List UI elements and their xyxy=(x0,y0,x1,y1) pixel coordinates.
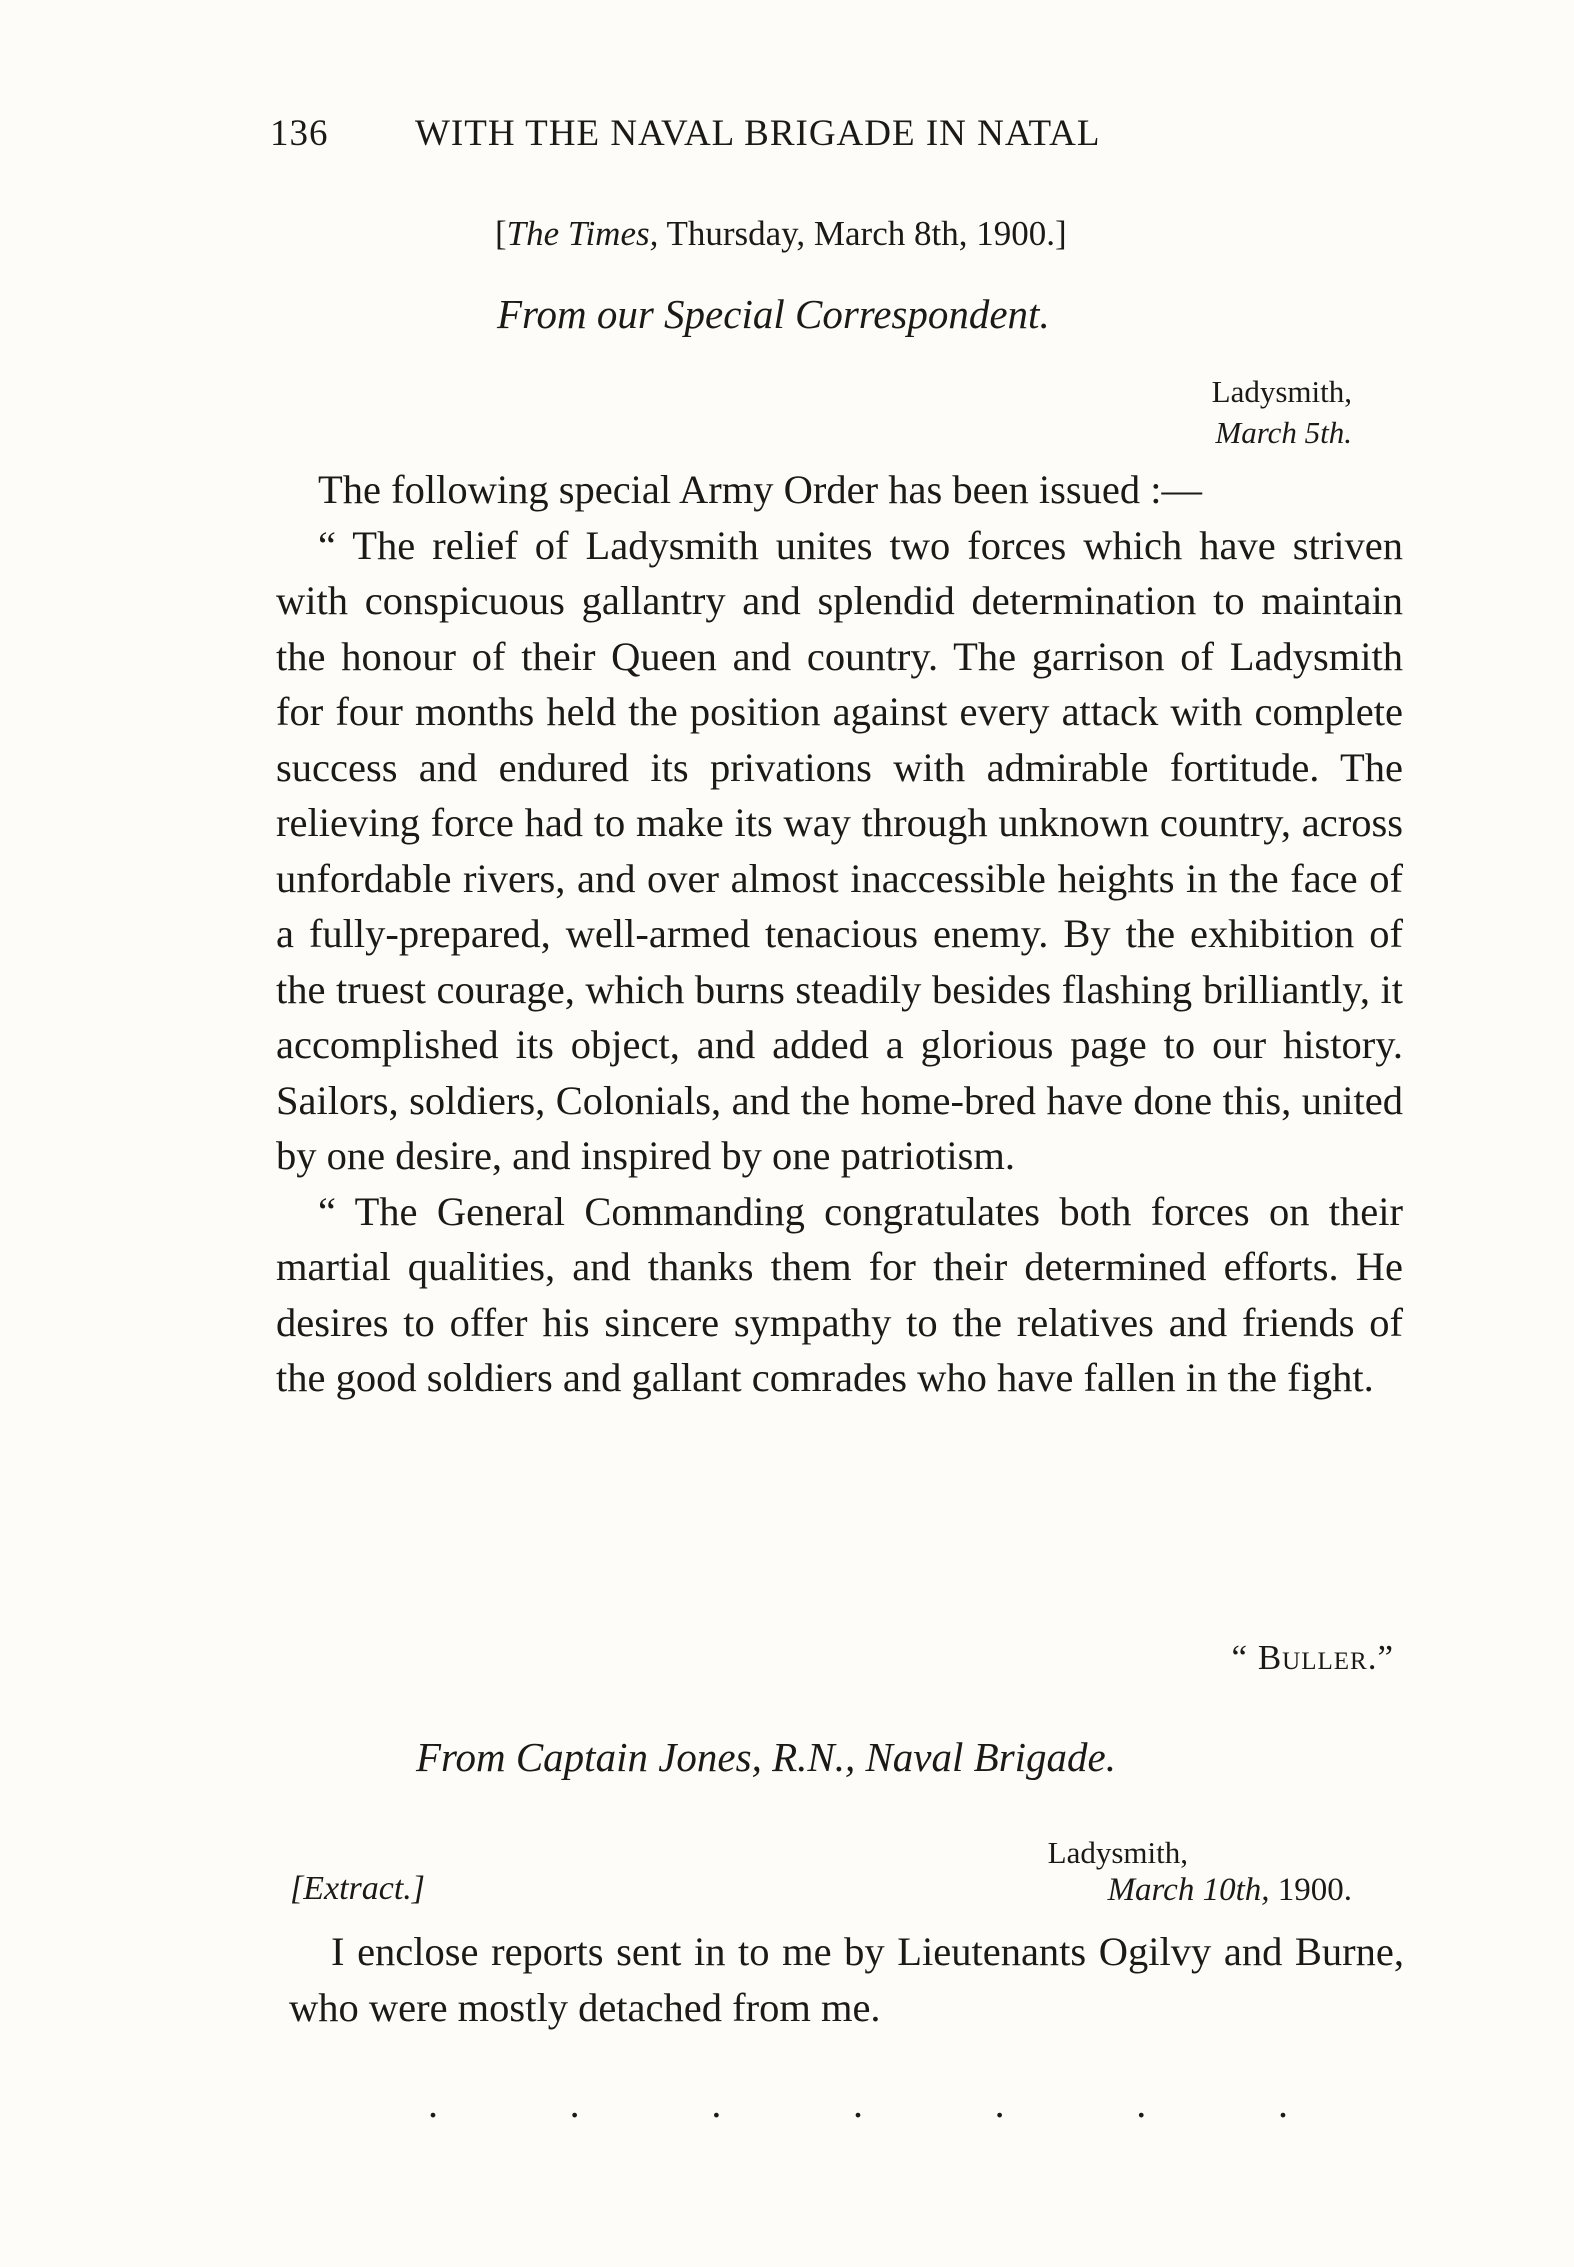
citation-date: Thursday, March 8th, 1900.] xyxy=(658,214,1067,253)
reports-text xyxy=(289,1924,1404,2035)
newspaper-name: The Times, xyxy=(506,214,659,253)
ellipsis-row xyxy=(428,2081,1288,2126)
running-title: WITH THE NAVAL BRIGADE IN NATAL xyxy=(415,113,1101,154)
ellipsis-dot: . xyxy=(711,2081,722,2126)
ellipsis-dot: . xyxy=(994,2081,1005,2126)
dateline-date-2: March 10th, 1900. xyxy=(1107,1872,1352,1908)
section-heading: From Captain Jones, R.N., Naval Brigade. xyxy=(416,1734,1116,1780)
ellipsis-dot: . xyxy=(569,2081,580,2126)
paragraph-relief: “ The relief of Ladysmith unites two forces which have striven with conspicuous gallantry and splendid determination to maintain the honour of their Queen and country. The garrison of Ladysmith for four months held the position against every attack with complete success and endured its privations with admirable fortitude. The relieving force had to make its way through unknown country, across unfordable rivers, and over almost inaccessible heights in the face of a fully-prepared, well-armed tenacious enemy. By the exhibition of the truest courage, which burns steadily besides flashing brilliantly, it accomplished its object, and added a glorious page to our history. Sailors, soldiers, Colonials, and the home-bred have done this, united by one desire, and inspired by one patriotism. xyxy=(276,522,1403,1178)
bracket-open: [ xyxy=(495,214,507,253)
dateline-ladysmith-march-5 xyxy=(1212,371,1352,453)
page-number: 136 xyxy=(270,113,329,154)
ellipsis-dot: . xyxy=(428,2081,438,2126)
dateline-place-2: Ladysmith, xyxy=(1047,1835,1188,1870)
byline: From our Special Correspondent. xyxy=(497,291,1050,337)
paragraph-reports: I enclose reports sent in to me by Lieutenants Ogilvy and Burne, who were mostly detached from me. xyxy=(289,1929,1404,2030)
extract-label: [Extract.] xyxy=(290,1870,426,1907)
paragraph-intro: The following special Army Order has been issued :— xyxy=(318,467,1203,512)
dateline-date: March 5th. xyxy=(1215,415,1352,450)
dateline-place: Ladysmith, xyxy=(1211,374,1352,409)
signature: “ Buller.” xyxy=(1231,1638,1394,1677)
ellipsis-dot: . xyxy=(852,2081,863,2126)
army-order-text xyxy=(276,462,1403,1406)
paragraph-congratulations: “ The General Commanding congratulates both forces on their martial qualities, and thanks them for their determined efforts. He desires to offer his sincere sympathy to the relatives and friends of the good soldiers and gallant comrades who have fallen in the fight. xyxy=(276,1188,1403,1400)
ellipsis-dot: . xyxy=(1277,2081,1288,2126)
ellipsis-dot: . xyxy=(1136,2081,1147,2126)
source-citation xyxy=(495,214,1067,254)
